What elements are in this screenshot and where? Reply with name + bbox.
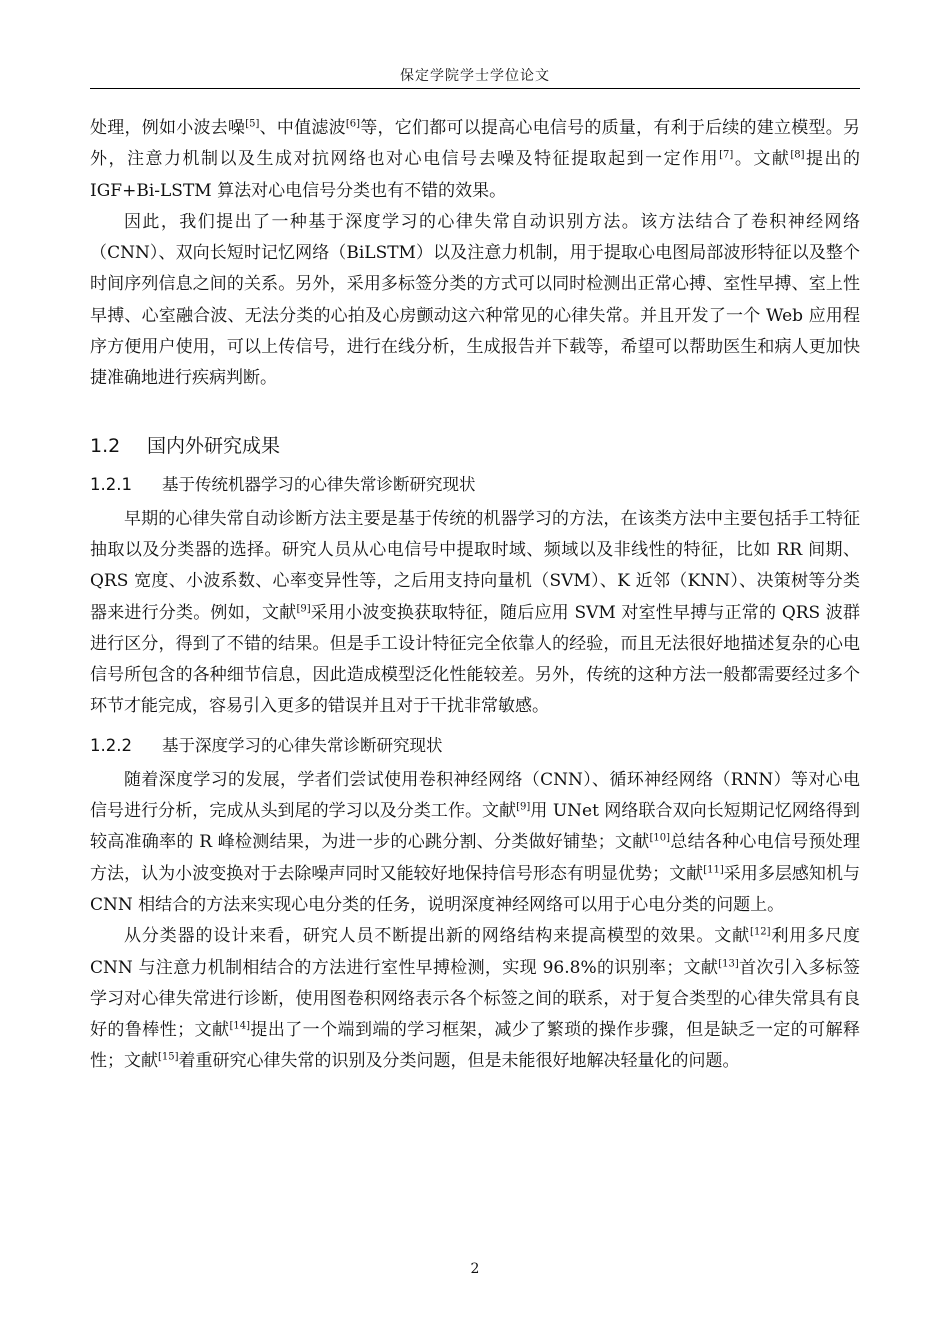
subsection-heading-1-2-2 — [90, 733, 860, 759]
intro-paragraph-1: 处理，例如小波去噪[5]、中值滤波[6]等，它们都可以提高心电信号的质量，有利于后续的建立模型。另外，注意力机制以及生成对抗网络也对心电信号去噪及特征提取起到一定作用[7]。文献[8]提出的 IGF+Bi-LSTM 算法对心电信号分类也有不错的效果。 — [90, 118, 861, 201]
subsection-title: 基于传统机器学习的心律失常诊断研究现状 — [162, 474, 476, 494]
citation-ref: [5] — [245, 118, 260, 130]
intro-paragraph-2: 因此，我们提出了一种基于深度学习的心律失常自动识别方法。该方法结合了卷积神经网络（CNN）、双向长短时记忆网络（BiLSTM）以及注意力机制，用于提取心电图局部波形特征以及整个时间序列信息之间的关系。另外，采用多标签分类的方式可以同时检测出正常心搏、室性早搏、室上性早搏、心室融合波、无法分类的心拍及心房颤动这六种常见的心律失常。并且开发了一个 Web 应用程序方便用户使用，可以上传信号，进行在线分析，生成报告并下载等，希望可以帮助医生和病人更加快捷准确地进行疾病判断。 — [90, 211, 860, 389]
citation-ref: [8] — [790, 149, 805, 161]
header-rule — [90, 88, 860, 89]
citation-ref: [14] — [229, 1020, 250, 1032]
section-heading-1-2 — [90, 432, 860, 460]
citation-ref: [7] — [719, 149, 734, 161]
citation-ref: [15] — [158, 1051, 179, 1063]
body-text — [90, 113, 860, 1078]
citation-ref: [9] — [516, 801, 531, 813]
citation-ref: [10] — [649, 832, 671, 844]
section-title: 国内外研究成果 — [147, 434, 281, 457]
paragraph-1-2-2-a: 随着深度学习的发展，学者们尝试使用卷积神经网络（CNN）、循环神经网络（RNN）等对心电信号进行分析，完成从头到尾的学习以及分类工作。文献[9]用 UNet 网络联合双向长短期记忆网络得到较高准确率的 R 峰检测结果，为进一步的心跳分割、分类做好铺垫；文献[10]总结各种心电信号预处理方法，认为小波变换对于去除噪声同时又能较好地保持信号形态有明显优势；文献[11]采用多层感知机与 CNN 相结合的方法来实现心电分类的任务，说明深度神经网络可以用于心电分类的问题上。 — [90, 769, 861, 915]
running-header: 保定学院学士学位论文 — [400, 68, 550, 84]
citation-ref: [11] — [703, 863, 724, 875]
page-number: 2 — [470, 1261, 480, 1277]
citation-ref: [12] — [750, 926, 771, 938]
subsection-heading-1-2-1 — [90, 472, 860, 498]
paragraph-1-2-1: 早期的心律失常自动诊断方法主要是基于传统的机器学习的方法，在该类方法中主要包括手工特征抽取以及分类器的选择。研究人员从心电信号中提取时域、频域以及非线性的特征，比如 RR 间期、QRS 宽度、小波系数、心率变异性等，之后用支持向量机（SVM）、K 近邻（KNN）、决策树等分类器来进行分类。例如，文献[9]采用小波变换获取特征，随后应用 SVM 对室性早搏与正常的 QRS 波群进行区分，得到了不错的结果。但是手工设计特征完全依靠人的经验，而且无法很好地描述复杂的心电信号所包含的各种细节信息，因此造成模型泛化性能较差。另外，传统的这种方法一般都需要经过多个环节才能完成，容易引入更多的错误并且对于干扰非常敏感。 — [90, 508, 861, 717]
citation-ref: [6] — [345, 118, 360, 130]
citation-ref: [9] — [296, 602, 311, 614]
paragraph-1-2-2-b: 从分类器的设计来看，研究人员不断提出新的网络结构来提高模型的效果。文献[12]利用多尺度 CNN 与注意力机制相结合的方法进行室性早搏检测，实现 96.8%的识别率；文献[13]首次引入多标签学习对心律失常进行诊断，使用图卷积网络表示各个标签之间的联系，对于复合类型的心律失常具有良好的鲁棒性；文献[14]提出了一个端到端的学习框架，减少了繁琐的操作步骤，但是缺乏一定的可解释性；文献[15]着重研究心律失常的识别及分类问题，但是未能很好地解决轻量化的问题。 — [90, 926, 861, 1072]
section-number: 1.2 — [90, 434, 121, 457]
subsection-number: 1.2.1 — [90, 474, 132, 494]
subsection-number: 1.2.2 — [90, 735, 132, 755]
citation-ref: [13] — [718, 957, 739, 969]
subsection-title: 基于深度学习的心律失常诊断研究现状 — [162, 735, 443, 755]
